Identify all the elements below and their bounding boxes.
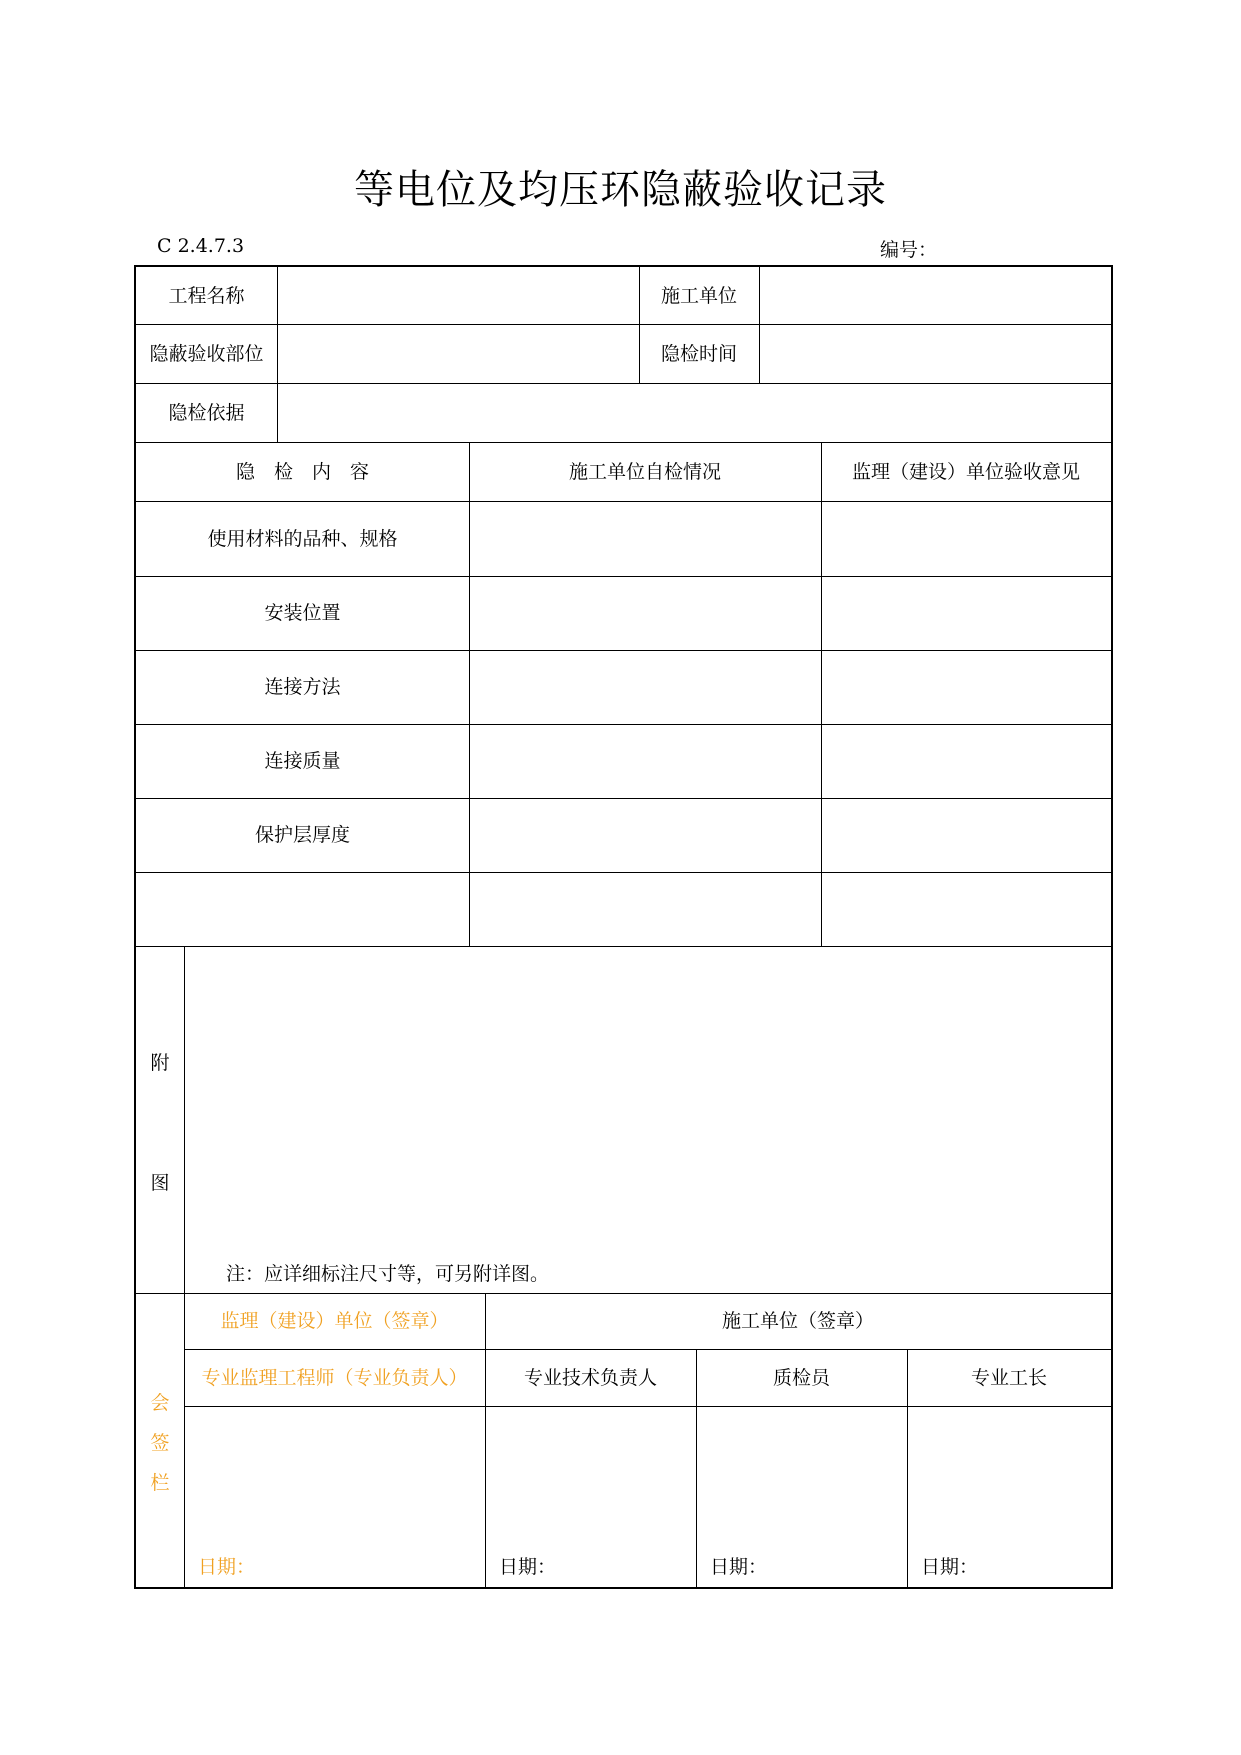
grid-line xyxy=(136,501,1111,502)
grid-line xyxy=(485,1293,486,1587)
attachment-label-2: 图 xyxy=(150,1172,170,1194)
quality-inspector-heading: 质检员 xyxy=(772,1367,830,1389)
page-title: 等电位及均压环隐蔽验收记录 xyxy=(354,167,887,213)
grid-line xyxy=(136,650,1111,651)
grid-line xyxy=(136,324,1111,325)
self-check-header: 施工单位自检情况 xyxy=(568,461,721,483)
inspection-basis-label: 隐检依据 xyxy=(168,402,245,424)
grid-line xyxy=(136,1293,1111,1294)
supervision-unit-heading: 监理（建设）单位（签章） xyxy=(220,1310,449,1332)
grid-line xyxy=(184,1406,1111,1407)
grid-line xyxy=(136,442,1111,443)
grid-line xyxy=(184,946,185,1587)
grid-line xyxy=(136,724,1111,725)
grid-line xyxy=(759,267,760,383)
grid-line xyxy=(136,798,1111,799)
technical-lead-date-label: 日期： xyxy=(499,1556,557,1578)
item-connection-quality: 连接质量 xyxy=(264,750,341,772)
grid-line xyxy=(136,946,1111,947)
grid-line xyxy=(184,1349,1111,1350)
grid-line xyxy=(136,872,1111,873)
item-connection-method: 连接方法 xyxy=(264,676,341,698)
supervising-engineer-heading: 专业监理工程师（专业负责人） xyxy=(201,1367,468,1389)
grid-line xyxy=(136,576,1111,577)
technical-lead-heading: 专业技术负责人 xyxy=(523,1367,657,1389)
grid-line xyxy=(469,442,470,946)
signoff-label-2: 签 xyxy=(150,1432,170,1454)
acceptance-opinion-header: 监理（建设）单位验收意见 xyxy=(851,461,1080,483)
grid-line xyxy=(277,267,278,442)
signoff-label-1: 会 xyxy=(150,1392,170,1414)
form-code: C 2.4.7.3 xyxy=(157,235,245,257)
attachment-label-1: 附 xyxy=(150,1052,170,1074)
grid-line xyxy=(821,442,822,946)
signoff-label-3: 栏 xyxy=(150,1472,170,1494)
inspection-time-label: 隐检时间 xyxy=(660,343,737,365)
contractor-label: 施工单位 xyxy=(660,285,737,307)
project-name-label: 工程名称 xyxy=(168,285,245,307)
concealed-part-label: 隐蔽验收部位 xyxy=(149,343,264,365)
number-label: 编号： xyxy=(880,239,938,261)
construction-unit-heading: 施工单位（签章） xyxy=(721,1310,874,1332)
record-form xyxy=(134,265,1113,1589)
foreman-date-label: 日期： xyxy=(921,1556,979,1578)
supervision-date-label: 日期： xyxy=(198,1556,256,1578)
item-cover-thickness: 保护层厚度 xyxy=(254,824,350,846)
attachment-note: 注：应详细标注尺寸等，可另附详图。 xyxy=(226,1263,550,1285)
foreman-heading: 专业工长 xyxy=(970,1367,1047,1389)
quality-inspector-date-label: 日期： xyxy=(710,1556,768,1578)
item-installation-position: 安装位置 xyxy=(264,602,341,624)
grid-line xyxy=(136,383,1111,384)
item-material: 使用材料的品种、规格 xyxy=(207,528,398,550)
content-header: 隐 检 内 容 xyxy=(235,461,369,483)
